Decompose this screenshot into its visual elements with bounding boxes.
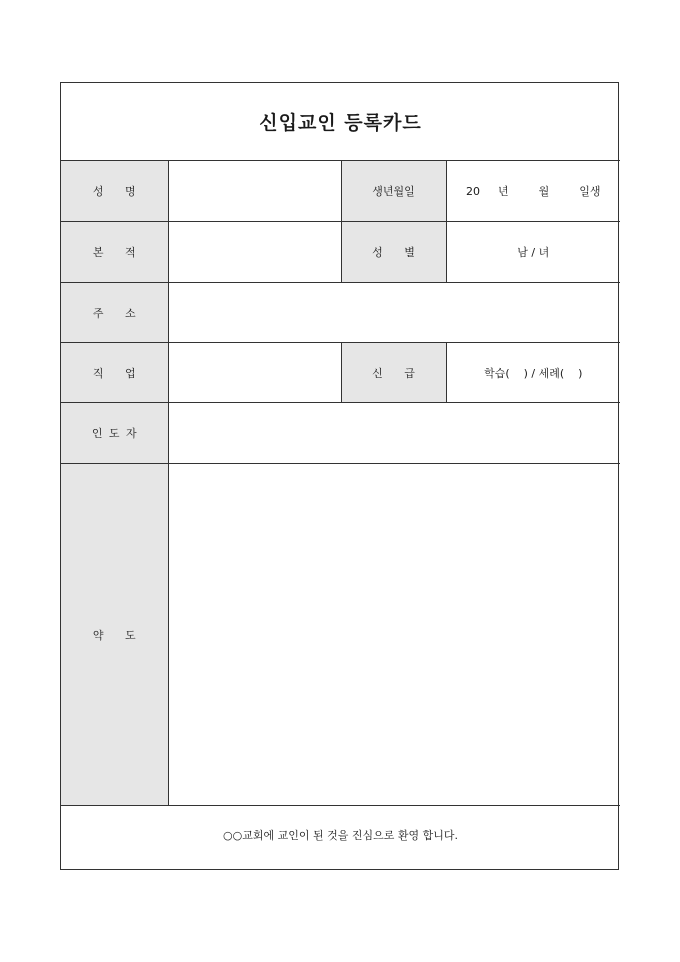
birth-year-prefix: 20 xyxy=(465,185,480,198)
registration-card xyxy=(60,82,619,870)
form-title: 신입교인 등록카드 xyxy=(61,83,620,161)
address-field[interactable] xyxy=(168,283,620,343)
origin-label: 본 적 xyxy=(61,222,168,283)
welcome-message: ○○교회에 교인이 된 것을 진심으로 환영 합니다. xyxy=(61,806,620,865)
gender-field[interactable]: 남 / 녀 xyxy=(446,222,620,283)
guide-label: 인 도 자 xyxy=(61,403,168,464)
name-label: 성 명 xyxy=(61,161,168,222)
birth-year-unit: 년 xyxy=(497,185,509,198)
birth-field[interactable] xyxy=(446,161,620,222)
guide-field[interactable] xyxy=(168,403,620,464)
faith-label: 신 급 xyxy=(341,343,446,403)
name-field[interactable] xyxy=(168,161,341,222)
birth-month-unit: 월 xyxy=(538,185,550,198)
job-field[interactable] xyxy=(168,343,341,403)
origin-field[interactable] xyxy=(168,222,341,283)
birth-label: 생년월일 xyxy=(341,161,446,222)
registration-table xyxy=(61,83,620,865)
address-label: 주 소 xyxy=(61,283,168,343)
gender-label: 성 별 xyxy=(341,222,446,283)
birth-day-unit: 일생 xyxy=(579,185,601,198)
sketch-label: 약 도 xyxy=(61,464,168,806)
faith-field[interactable]: 학습( ) / 세례( ) xyxy=(446,343,620,403)
sketch-area[interactable] xyxy=(168,464,620,806)
job-label: 직 업 xyxy=(61,343,168,403)
